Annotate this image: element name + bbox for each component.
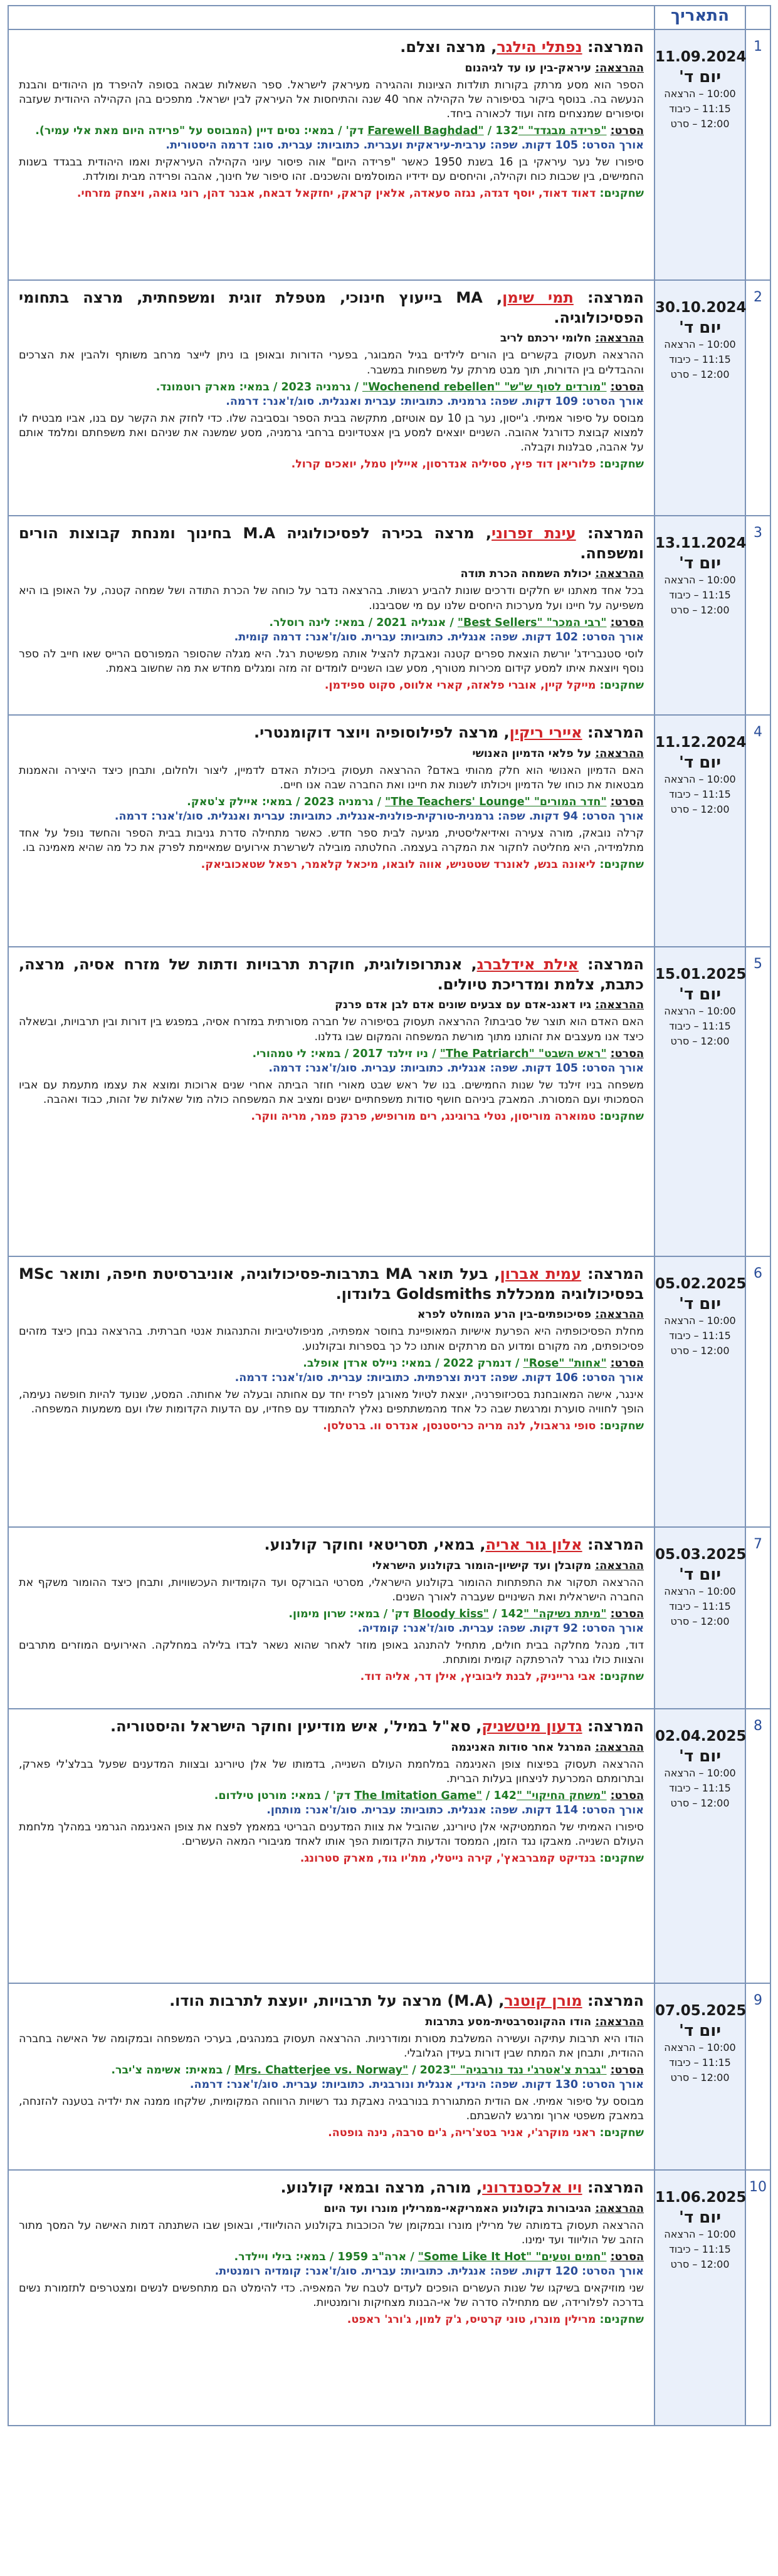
film-info: / ארה"ב 1959 / במאי: בילי ויילדר. xyxy=(234,2250,414,2263)
lecturer-description: , בעל תואר MA בתרבות-פסיכולוגיה, אוניברסיטת חיפה, ותואר MSc בפסיכולוגיה ממכללת Goldsmiths בלונדון. xyxy=(19,1265,644,1303)
cast-list: בנדיקט קמברבאץ', קירה נייטלי, מת'יו גוד, מארק סטרונג. xyxy=(300,1852,596,1865)
time-film: 12:00 – סרט xyxy=(670,1615,730,1627)
lecture-description: הודו היא תרבות עתיקה ועשירה המשלבת מסורת ומודרניות. ההרצאה תעסוק במנהגים, בערכי המשפחה ובמקומה של האישה בחברה ההודית, ותבחן את המתח שבין דורות בעידן הגלובלי. xyxy=(19,2032,644,2060)
session-number: 3 xyxy=(754,525,762,541)
film-technical-info: אורך הסרט: 130 דקות. שפה: הינדי, אנגלית ונורבגית. כתוביות: עברית. סוג/ז'אנר: דרמה. xyxy=(189,2078,644,2092)
session-date-cell xyxy=(654,2170,745,2426)
lecturer-label: המרצה: xyxy=(587,1992,644,2010)
film-title: "פרידה מבגדד" "Farewell Baghdad" xyxy=(367,125,607,138)
session-details xyxy=(8,947,654,1256)
time-lecture: 10:00 – הרצאה xyxy=(664,773,736,785)
lecture-subtitle-line xyxy=(19,567,644,581)
film-synopsis: דוד, מנהל מחלקה בבית חולים, מתחיל להתנהג באופן מוזר לאחר שהוא נשאר לבדו בלילה במחלקה. האירועים המוזרים מתרבים והצוות כולו נגרר להרפתקה קומית ומותחת. xyxy=(19,1639,644,1667)
film-synopsis: שני מוזיקאים בשיקגו של שנות העשרים הופכים לעדים לטבח של המאפיה. כדי להימלט הם מתחפשים לנשים ומצטרפים לתזמורת נשים בדרכה לפלורידה, שם מתחילה סדרה של אי-הבנות מצחיקות ורומנטיות. xyxy=(19,2282,644,2310)
film-line xyxy=(19,2063,644,2078)
lecture-label: ההרצאה: xyxy=(595,1559,644,1572)
film-line xyxy=(19,1789,644,1803)
lecturer-description: , אנתרופולוגית, חוקרת תרבויות ודתות של מזרח אסיה, מרצה, כתבת, צלמת ומדריכת טיולים. xyxy=(19,956,644,993)
session-number: 10 xyxy=(749,2179,767,2195)
time-film: 12:00 – סרט xyxy=(670,1797,730,1809)
film-technical-info: אורך הסרט: 114 דקות. שפה: אנגלית. כתוביות: עברית. סוג/ז'אנר: מותחן. xyxy=(266,1804,644,1817)
film-label: הסרט: xyxy=(610,125,644,138)
film-synopsis: מבוסס על סיפור אמיתי. ג'ייסון, נער בן 10 עם אוטיזם, מתקשה בבית הספר ובסביבה שלו. כדי לחזק את הקשר עם בנו, אביו מבטיח לו למצוא קבוצת כדורגל אהובה. השניים יוצאים למסע בין אצטדיונים ברחבי גרמניה, מסע שמשנה את שניהם ואת משפחתם ומלמד אותם על אהבה, סבלנות וקבלה. xyxy=(19,412,644,454)
session-number-cell xyxy=(745,516,770,715)
session-row xyxy=(8,715,770,947)
session-date-cell xyxy=(654,1983,745,2170)
cast-line xyxy=(19,858,644,872)
lecturer-line xyxy=(19,2178,644,2198)
film-line xyxy=(19,1047,644,1061)
cast-list: ראני מוקרג'י, אניר בטצ'ריה, ג'ים סרבה, נינה גופטה. xyxy=(328,2127,596,2140)
lecturer-line xyxy=(19,1265,644,1304)
lecture-description: ההרצאה תסקור את התפתחות ההומור בקולנוע הישראלי, מסרטי הבורקס ועד הקומדיות העכשוויות, ותבחן כיצד ההומור משקף את החברה הישראלית ואת השינויים שעברה לאורך השנים. xyxy=(19,1576,644,1603)
lecture-subtitle-line xyxy=(19,998,644,1013)
lecturer-label: המרצה: xyxy=(587,1718,644,1735)
session-number: 6 xyxy=(754,1266,762,1281)
session-number: 4 xyxy=(754,724,762,740)
time-refreshment: 11:15 – כיבוד xyxy=(669,1020,731,1032)
lecture-description: האם האדם הוא תוצר של סביבתו? ההרצאה תעסוק בסיפורה של חברה מסורתית במזרח אסיה, במפגש בין דורות ובין תרבויות, ובשאלה כיצד אנו מעצבים את זהותנו מתוך מורשת המשפחה והמקום שבו גדלנו. xyxy=(19,1016,644,1043)
cast-list: טמוארה מוריסון, נטלי ברוגינג, רים מורופיש, פרנק פמר, מריה ווקר. xyxy=(251,1110,596,1123)
session-number: 1 xyxy=(754,39,762,55)
cast-label: שחקנים: xyxy=(599,2127,644,2140)
film-info: / אנגליה 2021 / במאי: לינה רוסלר. xyxy=(269,616,454,629)
header-num-cell xyxy=(745,6,770,29)
lecture-label: ההרצאה: xyxy=(595,1741,644,1754)
session-date: 05.03.2025 xyxy=(655,1546,747,1563)
lecture-description: האם הדמיון האנושי הוא חלק מהותי באדם? ההרצאה תעסוק ביכולת האדם לדמיין, ליצור ולחלום, ותבחן כיצד היצירה והאמנות מבטאות את כוחו של הדמיון ויכולתו לשנות את חיינו ואת החברה שבה אנו חיים. xyxy=(19,764,644,791)
session-row xyxy=(8,947,770,1256)
time-refreshment: 11:15 – כיבוד xyxy=(669,103,731,115)
session-number-cell xyxy=(745,947,770,1256)
time-film: 12:00 – סרט xyxy=(670,1035,730,1047)
lecture-subtitle-line xyxy=(19,1559,644,1573)
time-refreshment: 11:15 – כיבוד xyxy=(669,1330,731,1342)
film-label: הסרט: xyxy=(610,1789,644,1802)
time-refreshment: 11:15 – כיבוד xyxy=(669,2057,731,2068)
session-date-cell xyxy=(654,715,745,947)
lecturer-name: תמי שימן xyxy=(502,289,574,306)
film-label: הסרט: xyxy=(610,380,644,394)
session-day: יום ד' xyxy=(679,753,721,772)
lecture-label: ההרצאה: xyxy=(595,61,644,75)
lecture-description: ההרצאה תעסוק בקשרים בין הורים לילדים בגיל המבוגר, בפערי הדורות ובאופן בו ניתן לייצר מרחב משותף ולהבין את הצרכים וההבדלים בין הדורות, תוך מבט מרתק על משפחות במשבר. xyxy=(19,349,644,377)
film-title: "משחק החיקוי" "The Imitation Game" xyxy=(354,1789,607,1802)
lecturer-description: , MA בייעוץ חינוכי, מטפלת זוגית ומשפחתית, מרצה בתחומי הפסיכולוגיה. xyxy=(19,289,644,326)
film-synopsis: סיפורו האמיתי של המתמטיקאי אלן טיורינג, שהוביל את צוות המדענים הבריטי במאמץ לפצח את צופן האניגמה הגרמני במהלך מלחמת העולם השנייה. מאבקו נגד הזמן, הממסד והדעות הקדומות הפך אותו לאחד מגיבורי המאה העשרים. xyxy=(19,1821,644,1849)
session-date-cell xyxy=(654,947,745,1256)
time-film: 12:00 – סרט xyxy=(670,368,730,380)
session-day: יום ד' xyxy=(679,2208,721,2227)
film-technical-info: אורך הסרט: 94 דקות. שפה: גרמנית-טורקית-פולנית-אנגלית. כתוביות: עברית ואנגלית. סוג/ז'אנר: דרמה. xyxy=(114,810,644,823)
film-synopsis: אינגר, אישה המאובחנת בסכיזופרניה, יוצאת לטיול מאורגן לפריז יחד עם אחותה ובעלה של אחותה. המסע, שנועד להיות חופשה נעימה, הופך לחוויה סוערת ומרגשת שבה כל אחד מהמשתתפים נאלץ להתמודד עם פחדיו, עם הדעות הקדומות שלו ועם משמעות המשפחה. xyxy=(19,1388,644,1416)
cast-list: סופי גראבול, לנה מריה כריסטנסן, אנדרס וו. ברטלסן. xyxy=(323,1420,596,1432)
lecturer-line xyxy=(19,1717,644,1737)
session-day: יום ד' xyxy=(679,68,721,86)
session-day: יום ד' xyxy=(679,318,721,337)
time-refreshment: 11:15 – כיבוד xyxy=(669,1600,731,1612)
lecturer-label: המרצה: xyxy=(587,1536,644,1553)
session-date-cell xyxy=(654,29,745,280)
lecture-label: ההרצאה: xyxy=(595,2202,644,2215)
time-refreshment: 11:15 – כיבוד xyxy=(669,2243,731,2255)
cast-label: שחקנים: xyxy=(599,1420,644,1432)
cast-label: שחקנים: xyxy=(599,1852,644,1865)
lecture-subtitle-line xyxy=(19,61,644,76)
cast-label: שחקנים: xyxy=(599,2313,644,2327)
lecturer-label: המרצה: xyxy=(587,1265,644,1283)
lecturer-label: המרצה: xyxy=(587,524,644,542)
session-details xyxy=(8,280,654,516)
session-number-cell xyxy=(745,2170,770,2426)
lecturer-name: אלון גור אריה xyxy=(485,1536,582,1553)
session-row xyxy=(8,29,770,280)
film-synopsis: קרלה נובאק, מורה צעירה ואידיאליסטית, מגיעה לבית ספר חדש. כאשר מתחילה סדרת גניבות בבית הספר והחשד נופל על אחד מתלמידיה, היא מחליטה לחקור את המקרה בעצמה. החלטתה מובילה לשרשרת אירועים שמאיימת לפרק את כל מה שהיא מאמינה בו. xyxy=(19,827,644,855)
session-date-cell xyxy=(654,516,745,715)
session-row xyxy=(8,280,770,516)
time-lecture: 10:00 – הרצאה xyxy=(664,88,736,100)
session-date: 07.05.2025 xyxy=(655,2003,747,2019)
session-date: 11.09.2024 xyxy=(655,49,747,65)
film-info: / גרמניה 2023 / במאי: מארק רוטמונד. xyxy=(155,380,359,394)
cast-line xyxy=(19,1670,644,1684)
header-row xyxy=(8,6,770,29)
film-line xyxy=(19,1607,644,1622)
time-lecture: 10:00 – הרצאה xyxy=(664,2228,736,2240)
session-number-cell xyxy=(745,715,770,947)
film-synopsis: סיפורו של נער עיראקי בן 16 בשנת 1950 כאשר "פרידה היום" אוה פיסור עיוני הקהילה העיראקית ואמו היהודית בבגדד בשנות החמישים, בין שכבות כוח וקהילה, והיחסים עם ידידיו המוסלמים והשכנים. זהו סיפור של חינוך, אהבה ופרידה מבית ומולדת. xyxy=(19,156,644,184)
film-line xyxy=(19,380,644,395)
session-details xyxy=(8,29,654,280)
film-synopsis: משפחה בניו זילנד של שנות החמישים. בנו של ראש שבט מאורי חוזר הביתה אחרי שנים ארוכות ומוצא את עצמו מתעמת עם אביו הסמכותי ועם המסורת. המאבק ביניהם חושף סודות משפחתיים ישנים ומציב את המשפחה כולה מול שאלות של זהות, כבוד ואהבה. xyxy=(19,1078,644,1106)
time-lecture: 10:00 – הרצאה xyxy=(664,1005,736,1017)
session-number-cell xyxy=(745,29,770,280)
film-technical-info: אורך הסרט: 105 דקות. שפה: אנגלית. כתוביות: עברית. סוג/ז'אנר: דרמה. xyxy=(268,1061,644,1075)
session-number-cell xyxy=(745,280,770,516)
lecture-subtitle-line xyxy=(19,747,644,761)
film-label: הסרט: xyxy=(610,2250,644,2263)
lecturer-name: עמית אברון xyxy=(500,1265,582,1283)
film-info: / דנמרק 2022 / במאי: ניילס ארדן אופלב. xyxy=(303,1357,520,1370)
film-line xyxy=(19,795,644,810)
session-date: 11.12.2024 xyxy=(655,734,747,751)
film-title: "ראש השבט" "The Patriarch" xyxy=(439,1047,607,1060)
lecture-subtitle: הגיבורות בקולנוע האמריקאי-ממרילין מונרו ועד היום xyxy=(323,2202,592,2215)
time-lecture: 10:00 – הרצאה xyxy=(664,1315,736,1327)
session-details xyxy=(8,1709,654,1983)
time-film: 12:00 – סרט xyxy=(670,803,730,815)
session-number: 5 xyxy=(754,956,762,972)
session-date-cell xyxy=(654,280,745,516)
film-label: הסרט: xyxy=(610,2063,644,2077)
lecturer-name: נפתלי הילגר xyxy=(497,38,582,56)
lecturer-line xyxy=(19,288,644,328)
lecturer-description: , במאי, תסריטאי וחוקר קולנוע. xyxy=(264,1536,486,1553)
schedule-body xyxy=(8,29,770,2426)
lecture-label: ההרצאה: xyxy=(595,568,644,581)
session-details xyxy=(8,1527,654,1709)
lecture-subtitle-line xyxy=(19,2015,644,2030)
session-row xyxy=(8,1256,770,1527)
session-number: 7 xyxy=(754,1536,762,1552)
session-date-cell xyxy=(654,1527,745,1709)
header-date: התאריך xyxy=(654,6,745,29)
lecturer-line xyxy=(19,955,644,994)
cast-label: שחקנים: xyxy=(599,679,644,692)
header-body-cell xyxy=(8,6,654,29)
cast-list: מייקל קיין, אוברי פלאזה, קארי אלווס, סקוט ספידמן. xyxy=(324,679,596,692)
lecturer-name: איירי ריקין xyxy=(509,724,582,741)
lecturer-description: , סא"ל במיל', איש מודיעין וחוקר הישראל והיסטוריה. xyxy=(110,1718,482,1735)
session-row xyxy=(8,1709,770,1983)
time-refreshment: 11:15 – כיבוד xyxy=(669,353,731,365)
film-label: הסרט: xyxy=(610,1047,644,1060)
lecture-subtitle-line xyxy=(19,1741,644,1755)
lecturer-line xyxy=(19,524,644,563)
cast-label: שחקנים: xyxy=(599,1110,644,1123)
lecture-label: ההרצאה: xyxy=(595,332,644,345)
session-date: 05.02.2025 xyxy=(655,1276,747,1292)
session-day: יום ד' xyxy=(679,1295,721,1313)
film-title: "חמים וטעים" "Some Like It Hot" xyxy=(418,2250,607,2263)
cast-label: שחקנים: xyxy=(599,458,644,471)
session-day: יום ד' xyxy=(679,2021,721,2040)
session-number-cell xyxy=(745,1709,770,1983)
time-lecture: 10:00 – הרצאה xyxy=(664,1585,736,1597)
session-day: יום ד' xyxy=(679,1747,721,1766)
time-film: 12:00 – סרט xyxy=(670,118,730,130)
session-date: 30.10.2024 xyxy=(655,300,747,316)
session-date: 02.04.2025 xyxy=(655,1728,747,1744)
film-info: / 2023 / במאית: אשימה צ'יבר. xyxy=(111,2063,451,2077)
lecture-subtitle: פסיכופתים-בין הרע המוחלט לפרא xyxy=(417,1308,592,1322)
film-title: "מיתת נשיקה" "Bloody kiss" xyxy=(413,1607,607,1620)
lecturer-label: המרצה: xyxy=(587,38,644,56)
film-synopsis: מבוסס על סיפור אמיתי. אם הודית המתגוררת בנורבגיה נאבקת נגד רשויות הרווחה המקומיות, שלקחו ממנה את ילדיה בטענה להזנחה, במאבק משפטי ארוך ומרגש להשבתם. xyxy=(19,2095,644,2123)
cast-list: ליאונה בנש, לאונרד שטטניש, אווה לובאו, מיכאל קלאמר, רפאל שטאכוביאק. xyxy=(201,858,596,872)
lecturer-description: , (M.A) מרצה על תרבויות, יועצת לתרבות הודו. xyxy=(169,1992,505,2010)
time-refreshment: 11:15 – כיבוד xyxy=(669,788,731,800)
cast-label: שחקנים: xyxy=(599,1671,644,1684)
lecturer-name: עינת זפרוני xyxy=(492,524,576,542)
time-film: 12:00 – סרט xyxy=(670,2258,730,2270)
film-title: "חדר המורים" "The Teachers' Lounge" xyxy=(385,795,607,808)
session-date: 13.11.2024 xyxy=(655,535,747,551)
cast-line xyxy=(19,2313,644,2327)
session-number: 8 xyxy=(754,1718,762,1734)
session-details xyxy=(8,1256,654,1527)
lecture-description: ההרצאה תעסוק בפיצוח צופן האניגמה במלחמת העולם השנייה, בדמותו של אלן טיורינג ובצוות המדענים שפעל בבלצ'לי פארק, ובתרומתם המכרעת לניצחון בעלות הברית. xyxy=(19,1758,644,1785)
time-lecture: 10:00 – הרצאה xyxy=(664,1767,736,1779)
cast-line xyxy=(19,187,644,201)
lecture-label: ההרצאה: xyxy=(595,747,644,760)
lecturer-label: המרצה: xyxy=(587,289,644,306)
film-title: "רבי המכר" "Best Sellers" xyxy=(457,616,607,629)
film-synopsis: לוסי סטנברידג' יורשת הוצאת ספרים קטנה ונאבקת להציל אותה מפשיטת רגל. היא מגלה שהסופר המפורסם הרייס שאו חייב לה ספר נוסף ויוצאת איתו למסע קידום מכירות מטורף, מסע שבו השניים לומדים זה מזה ומגלים מחדש את מה שחשוב באמת. xyxy=(19,647,644,675)
film-technical-info: אורך הסרט: 105 דקות. שפה: ערבית-עיראקית ועברית. כתוביות: עברית. סוג: דרמה היסטורית. xyxy=(166,139,644,152)
film-title: "אחות" "Rose" xyxy=(523,1357,607,1370)
cast-list: מרילין מונרו, טוני קרטיס, ג'ק למון, ג'ורג' ראפט. xyxy=(347,2313,596,2327)
cast-list: אבי גרייניק, לבנת ליבוביץ, אילן דר, אליה דוד. xyxy=(360,1671,596,1684)
lecturer-line xyxy=(19,723,644,743)
cast-line xyxy=(19,679,644,693)
film-technical-info: אורך הסרט: 92 דקות. שפה: עברית. סוג/ז'אנר: קומדיה. xyxy=(357,1622,644,1635)
lecture-subtitle: עיראק-בין עו עד לגיהנום xyxy=(465,61,592,75)
session-details xyxy=(8,715,654,947)
session-row xyxy=(8,1527,770,1709)
cast-line xyxy=(19,1110,644,1124)
cast-line xyxy=(19,1419,644,1434)
film-line xyxy=(19,1357,644,1371)
lecturer-description: , מרצה לפילוסופיה ויוצר דוקומנטרי. xyxy=(253,724,510,741)
film-label: הסרט: xyxy=(610,1357,644,1370)
time-refreshment: 11:15 – כיבוד xyxy=(669,589,731,601)
lecture-subtitle: הודו ההקונסרבטית-מסע בתרבות xyxy=(425,2015,592,2028)
lecture-label: ההרצאה: xyxy=(595,999,644,1012)
film-technical-info: אורך הסרט: 109 דקות. שפה: גרמנית. כתוביות: עברית ואנגלית. סוג/ז'אנר: דרמה. xyxy=(226,395,644,408)
film-line xyxy=(19,124,644,138)
cast-line xyxy=(19,1852,644,1866)
session-day: יום ד' xyxy=(679,554,721,573)
session-details xyxy=(8,2170,654,2426)
session-number-cell xyxy=(745,1527,770,1709)
time-lecture: 10:00 – הרצאה xyxy=(664,574,736,586)
lecture-subtitle-line xyxy=(19,331,644,346)
lecturer-label: המרצה: xyxy=(587,2179,644,2196)
schedule-table xyxy=(8,5,771,2426)
lecture-description: ההרצאה תעסוק בדמותה של מרילין מונרו ובמקומן של הכוכבות בקולנוע ההוליוודי, ובאופן שבו השתנתה דמות האישה על המסך מתור הזהב של הוליווד ועד ימינו. xyxy=(19,2219,644,2246)
lecture-label: ההרצאה: xyxy=(595,1308,644,1322)
film-line xyxy=(19,2250,644,2265)
lecturer-description: , מרצה וצלם. xyxy=(400,38,497,56)
lecture-subtitle-line xyxy=(19,2202,644,2216)
session-number-cell xyxy=(745,1256,770,1527)
lecture-subtitle: גיו דאנג-אדם עם צבעים שונים אדם לבן אדם פרנק xyxy=(335,999,592,1012)
lecture-subtitle: מקובלן ועד קישיון-הומור בקולנוע הישראלי xyxy=(372,1559,592,1572)
session-row xyxy=(8,516,770,715)
cast-line xyxy=(19,2126,644,2141)
lecturer-line xyxy=(19,1535,644,1555)
film-label: הסרט: xyxy=(610,1607,644,1620)
lecture-label: ההרצאה: xyxy=(595,2015,644,2028)
cast-list: דאוד דאוד, יוסף דגדה, נגזה סעאדה, אלאין קראק, יחזקאל דבאח, אבנר דהן, רוני גואה, ויצחק מזרחי. xyxy=(76,187,596,201)
session-date-cell xyxy=(654,1256,745,1527)
lecturer-line xyxy=(19,1991,644,2011)
session-details xyxy=(8,1983,654,2170)
film-technical-info: אורך הסרט: 102 דקות. שפה: אנגלית. כתוביות: עברית. סוג/ז'אנר: דרמה קומית. xyxy=(234,630,644,644)
film-title: "גברת צ'אטרג'י נגד נורבגיה" "Mrs. Chatterjee vs. Norway" xyxy=(234,2063,607,2077)
lecturer-line xyxy=(19,38,644,58)
lecture-subtitle: על פלאי הדמיון האנושי xyxy=(472,747,592,760)
session-details xyxy=(8,516,654,715)
cast-label: שחקנים: xyxy=(599,187,644,201)
lecturer-name: אילת אידלברג xyxy=(476,956,579,973)
film-technical-info: אורך הסרט: 120 דקות. שפה: אנגלית. כתוביות: עברית. סוג/ז'אנר: קומדיה רומנטית. xyxy=(214,2265,644,2278)
lecture-subtitle: המרגל אחר סודות האניגמה xyxy=(451,1741,592,1754)
lecturer-label: המרצה: xyxy=(587,724,644,741)
lecturer-name: גדעון מיטשניק xyxy=(481,1718,582,1735)
session-date: 15.01.2025 xyxy=(655,966,747,983)
cast-line xyxy=(19,457,644,472)
film-info: / גרמניה 2023 / במאי: איילק צ'טאק. xyxy=(187,795,382,808)
film-info: / 142 דק' / במאי: שרון מימון. xyxy=(288,1607,524,1620)
film-info: / ניו זילנד 2017 / במאי: לי טמהורי. xyxy=(252,1047,436,1060)
time-film: 12:00 – סרט xyxy=(670,1345,730,1357)
session-date-cell xyxy=(654,1709,745,1983)
lecture-subtitle: חלומי ירכתם לריב xyxy=(500,332,592,345)
time-lecture: 10:00 – הרצאה xyxy=(664,2042,736,2053)
session-date: 11.06.2025 xyxy=(655,2189,747,2206)
session-number-cell xyxy=(745,1983,770,2170)
time-film: 12:00 – סרט xyxy=(670,2072,730,2083)
film-label: הסרט: xyxy=(610,795,644,808)
cast-list: פלוריאן דוד פיץ, ססיליה אנדרסון, איילין טמל, יואכים קרול. xyxy=(291,458,596,471)
session-row xyxy=(8,2170,770,2426)
lecture-description: בכל אחד מאתנו יש חלקים ודרכים שונות להביע רגשות. בהרצאה נדבר על כוחה של הכרת התודה ושל שמחה קטנה, על האופן בו היא משפיעה על חיינו ועל מערכות היחסים שלנו עם מי שסביבנו. xyxy=(19,585,644,612)
lecturer-description: , מורה, מרצה ובמאי קולנוע. xyxy=(280,2179,483,2196)
time-lecture: 10:00 – הרצאה xyxy=(664,338,736,350)
film-technical-info: אורך הסרט: 106 דקות. שפה: דנית וצרפתית. כתוביות: עברית. סוג/ז'אנר: דרמה. xyxy=(234,1371,644,1384)
lecturer-name: מורן קוטנר xyxy=(504,1992,582,2010)
film-info: / 142 דק' / במאי: מורטן טילדום. xyxy=(214,1789,517,1802)
lecture-subtitle-line xyxy=(19,1308,644,1322)
time-refreshment: 11:15 – כיבוד xyxy=(669,1782,731,1794)
lecturer-label: המרצה: xyxy=(587,956,644,973)
session-number: 2 xyxy=(754,289,762,305)
time-film: 12:00 – סרט xyxy=(670,604,730,616)
lecturer-description: , מרצה בכירה לפסיכולוגיה M.A בחינוך ומנחת קבוצות הורים ומשפחה. xyxy=(19,524,644,562)
film-info: / 132 דק' / במאי: נסים דיין (המבוסס על "פרידה היום מאת אלי עמיר). xyxy=(35,125,518,138)
session-number: 9 xyxy=(754,1993,762,2008)
session-row xyxy=(8,1983,770,2170)
lecture-subtitle: יכולת השמחה הכרת תודה xyxy=(460,568,592,581)
session-day: יום ד' xyxy=(679,1565,721,1584)
film-line xyxy=(19,616,644,630)
cast-label: שחקנים: xyxy=(599,858,644,872)
session-day: יום ד' xyxy=(679,985,721,1004)
film-label: הסרט: xyxy=(610,616,644,629)
lecture-description: הספר הוא מסע מרתק בקורות תולדות הציונות וההגירה מעיראק לישראל. ספר השאלות שבאה בסופה להיפרד מן היהודים והבנת הנעשה בה. בנוסף ביקור בסיפורה של הקהילה אחר 40 שנה והתיחסות אל העיראק לבין ישראל. מתפכים בהן הקהילה היהודית שעזבה וסיפורים שמנצחים מזה ועוד לכאורה ביחד. xyxy=(19,78,644,120)
film-title: "מורדים לסוף ש"ש" "Wochenend rebellen" xyxy=(362,380,607,394)
lecturer-name: ויו אלכסנדרוני xyxy=(482,2179,582,2196)
lecture-description: מחלת הפסיכופתיה היא הפרעת אישיות המאופיינת בחוסר אמפתיה, מניפולטיביות והתנהגות אנטי חברתית. בהרצאה נבחן כיצד מזהים פסיכופתים, מה מקורם ומדוע הם מרתקים אותנו כל כך בספרות ובקולנוע. xyxy=(19,1325,644,1353)
